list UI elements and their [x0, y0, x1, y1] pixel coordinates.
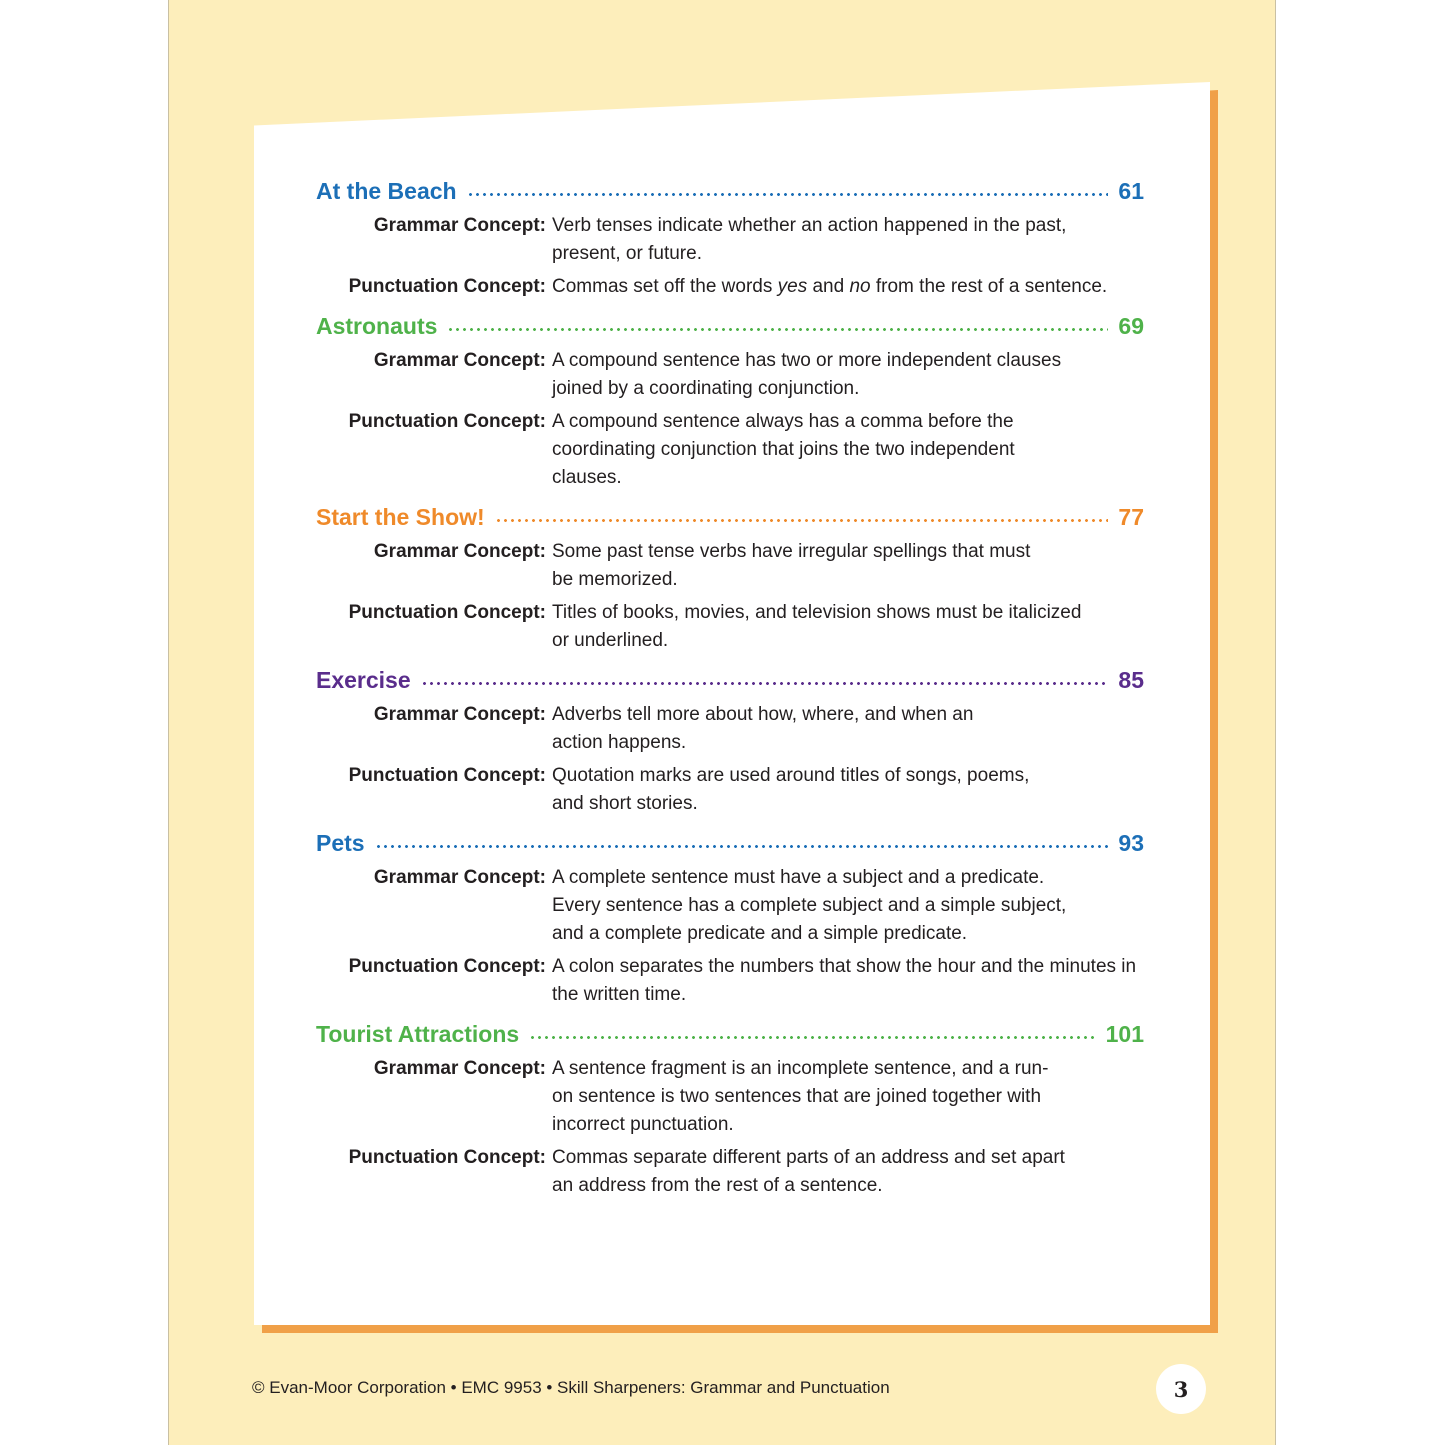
punctuation-text-part: from the rest of a sentence.	[870, 276, 1108, 297]
punctuation-concept-label: Punctuation Concept:	[348, 956, 546, 977]
grammar-concept-label: Grammar Concept:	[373, 1058, 546, 1079]
dot-leader	[529, 1036, 1095, 1039]
punctuation-concept-label: Punctuation Concept:	[348, 411, 546, 432]
grammar-concept-text: Adverbs tell more about how, where, and when an action happens.	[552, 704, 974, 753]
toc-entry-title: Start the Show!	[316, 504, 485, 530]
toc-entry-page: 61	[1118, 178, 1144, 204]
dot-leader	[421, 682, 1109, 685]
grammar-concept-text: Some past tense verbs have irregular spellings that must be memorized.	[552, 541, 1031, 590]
punctuation-text-part: Commas set off the words	[552, 276, 778, 297]
punctuation-concept	[316, 762, 1144, 818]
grammar-concept	[316, 864, 1144, 948]
toc-entry-page: 93	[1118, 830, 1144, 856]
dot-leader	[495, 519, 1109, 522]
dot-leader	[375, 845, 1109, 848]
toc-entry-heading[interactable]	[316, 313, 1144, 347]
toc-entry-title: Astronauts	[316, 313, 438, 339]
footer-copyright: © Evan-Moor Corporation • EMC 9953 • Skill Sharpeners: Grammar and Punctuation	[252, 1378, 890, 1397]
toc-entry-title: Exercise	[316, 667, 411, 693]
toc-entry-title: Tourist Attractions	[316, 1021, 520, 1047]
punctuation-concept-text: Commas separate different parts of an address and set apart an address from the rest of a sentence.	[552, 1147, 1065, 1196]
punctuation-concept	[316, 953, 1144, 1009]
punctuation-concept	[316, 273, 1144, 301]
grammar-concept	[316, 347, 1144, 403]
toc-entry-start-the-show	[316, 504, 1144, 655]
grammar-concept-label: Grammar Concept:	[373, 541, 546, 562]
grammar-concept	[316, 538, 1144, 594]
grammar-concept	[316, 212, 1144, 268]
toc-entry-heading[interactable]	[316, 1021, 1144, 1055]
toc-entry-heading[interactable]	[316, 667, 1144, 701]
toc-entry-page: 101	[1105, 1021, 1144, 1047]
grammar-concept-text: A compound sentence has two or more independent clauses joined by a coordinating conjunction.	[552, 350, 1062, 399]
toc-entry-heading[interactable]	[316, 830, 1144, 864]
grammar-concept-label: Grammar Concept:	[373, 867, 546, 888]
toc-entry-heading[interactable]	[316, 178, 1144, 212]
toc-entry-astronauts	[316, 313, 1144, 492]
grammar-concept-label: Grammar Concept:	[373, 215, 546, 236]
toc-entry-title: Pets	[316, 830, 365, 856]
toc-entry-exercise	[316, 667, 1144, 818]
toc-entry-heading[interactable]	[316, 504, 1144, 538]
punctuation-concept-label: Punctuation Concept:	[348, 765, 546, 786]
punctuation-concept	[316, 1144, 1144, 1200]
punctuation-concept	[316, 599, 1144, 655]
punctuation-concept-label: Punctuation Concept:	[348, 602, 546, 623]
punctuation-concept-label: Punctuation Concept:	[348, 276, 546, 297]
punctuation-concept-text: A colon separates the numbers that show the hour and the minutes in the written time.	[552, 956, 1137, 1005]
toc-entry-page: 85	[1118, 667, 1144, 693]
grammar-concept-label: Grammar Concept:	[373, 350, 546, 371]
punctuation-concept-text	[552, 273, 1144, 301]
toc-entry-title: At the Beach	[316, 178, 457, 204]
punctuation-concept-label: Punctuation Concept:	[348, 1147, 546, 1168]
toc-entry-page: 69	[1118, 313, 1144, 339]
page-number: 3	[1156, 1364, 1206, 1414]
toc-entry-tourist-attractions	[316, 1021, 1144, 1200]
toc-entry-at-the-beach	[316, 178, 1144, 301]
punctuation-text-italic: yes	[777, 276, 808, 297]
dot-leader	[467, 193, 1109, 196]
punctuation-concept-text: Titles of books, movies, and television shows must be italicized or underlined.	[552, 602, 1082, 651]
punctuation-text-italic: no	[849, 276, 871, 297]
grammar-concept-text: A complete sentence must have a subject and a predicate. Every sentence has a complete subject and a simple subject, and a complete predicate and a simple predicate.	[552, 867, 1067, 944]
toc-entry-pets	[316, 830, 1144, 1009]
dot-leader	[447, 328, 1108, 331]
punctuation-concept-text: Quotation marks are used around titles of songs, poems, and short stories.	[552, 765, 1030, 814]
table-of-contents	[316, 178, 1144, 1212]
grammar-concept	[316, 701, 1144, 757]
punctuation-concept	[316, 408, 1144, 492]
toc-entry-page: 77	[1118, 504, 1144, 530]
punctuation-concept-text: A compound sentence always has a comma before the coordinating conjunction that joins the two independent clauses.	[552, 411, 1015, 488]
grammar-concept-label: Grammar Concept:	[373, 704, 546, 725]
grammar-concept	[316, 1055, 1144, 1139]
grammar-concept-text: Verb tenses indicate whether an action happened in the past, present, or future.	[552, 215, 1067, 264]
punctuation-text-part: and	[807, 276, 850, 297]
grammar-concept-text: A sentence fragment is an incomplete sentence, and a run-on sentence is two sentences that are joined together with incorrect punctuation.	[552, 1058, 1049, 1135]
